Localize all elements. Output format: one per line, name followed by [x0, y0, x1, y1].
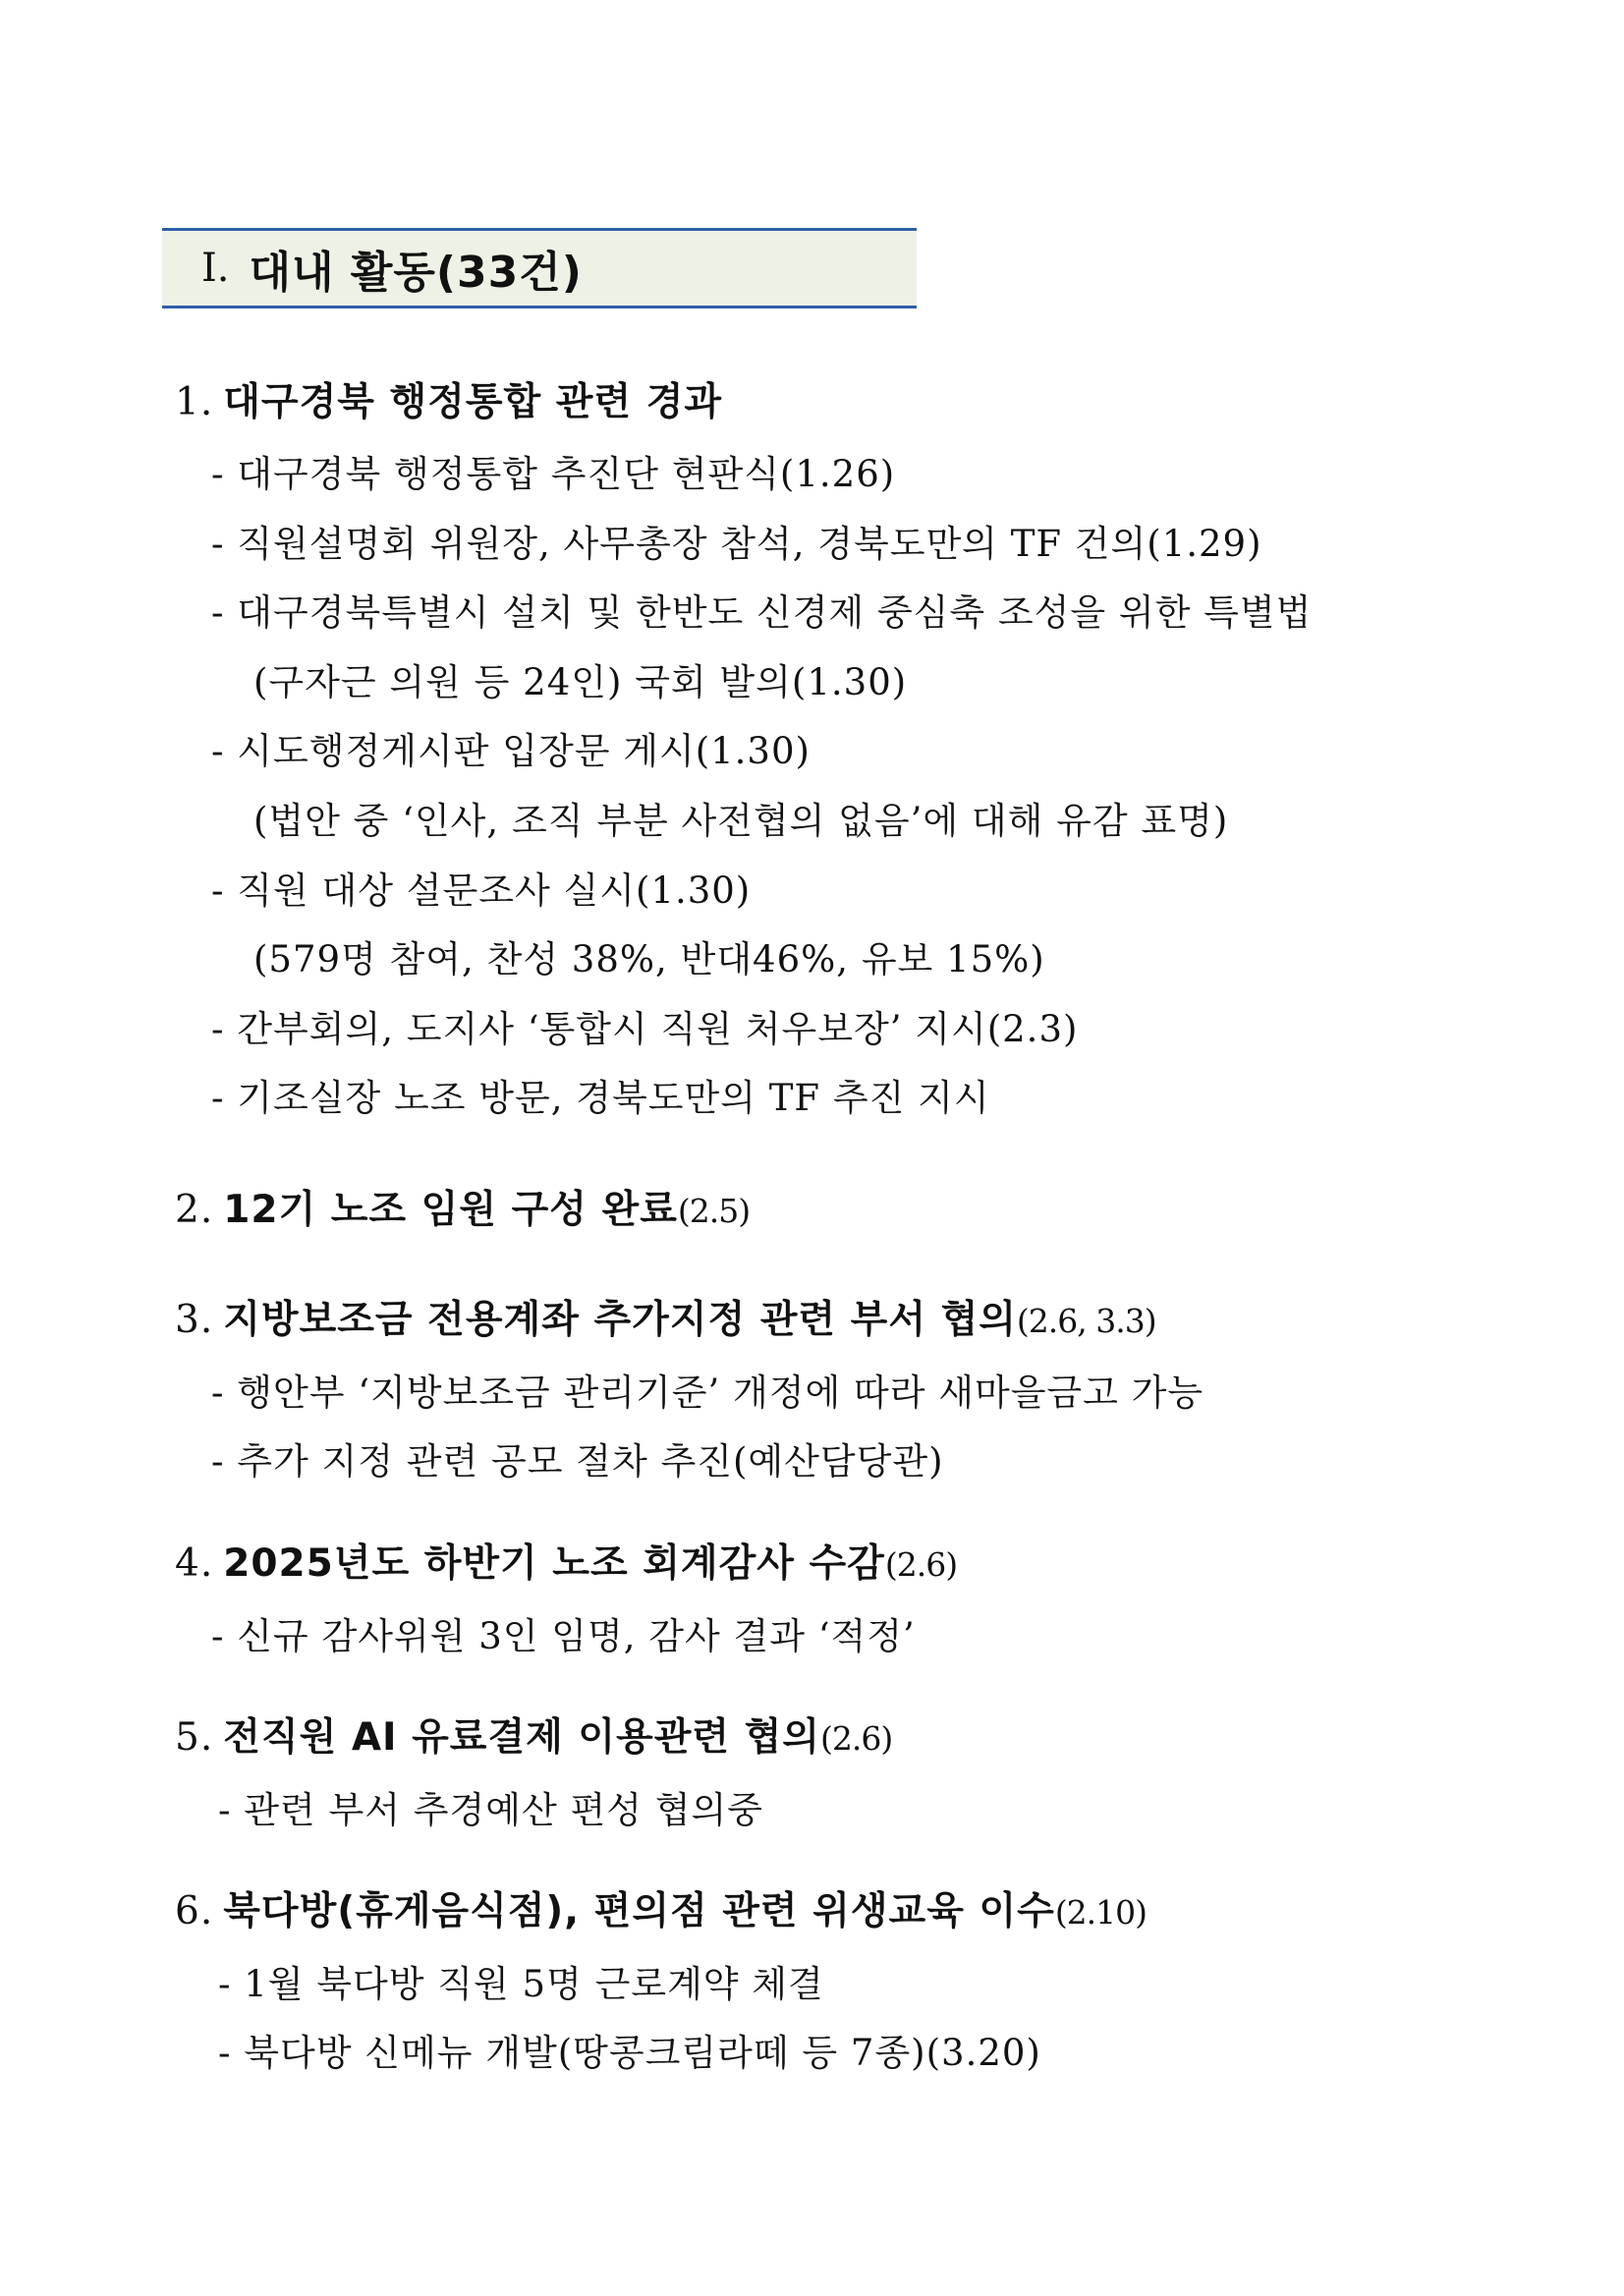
section-heading-text: 북다방(휴게음식점), 편의점 관련 위생교육 이수 — [223, 1889, 1055, 1933]
section-number: 4. — [175, 1541, 214, 1586]
list-item: - 직원설명회 위원장, 사무총장 참석, 경북도만의 TF 건의(1.29) — [211, 523, 1262, 565]
list-item: - 관련 부서 추경예산 편성 협의중 — [218, 1789, 763, 1831]
section-number: 3. — [175, 1298, 214, 1342]
list-item: - 대구경북 행정통합 추진단 현판식(1.26) — [211, 453, 896, 495]
section-number: 2. — [175, 1188, 214, 1232]
section-number: 5. — [175, 1715, 214, 1760]
section-title-box — [162, 228, 917, 308]
section-number: 6. — [175, 1889, 214, 1933]
section-heading-text: 2025년도 하반기 노조 회계감사 수감 — [223, 1541, 885, 1586]
section-date: (2.6) — [884, 1545, 958, 1584]
list-item: - 시도행정게시판 입장문 게시(1.30) — [211, 730, 811, 772]
section-heading-3 — [175, 1289, 1156, 1344]
section-heading-text: 전직원 AI 유료결제 이용관련 협의 — [223, 1715, 820, 1760]
list-item: - 북다방 신메뉴 개발(땅콩크림라떼 등 7종)(3.20) — [218, 2032, 1041, 2074]
list-item: - 신규 감사위원 3인 임명, 감사 결과 ‘적정’ — [211, 1615, 916, 1657]
list-item-continuation: (구자근 의원 등 24인) 국회 발의(1.30) — [253, 661, 908, 703]
section-date: (2.6, 3.3) — [1016, 1302, 1156, 1340]
list-item: - 행안부 ‘지방보조금 관리기준’ 개정에 따라 새마을금고 가능 — [211, 1372, 1204, 1414]
section-number: 1. — [175, 380, 214, 424]
list-item: - 추가 지정 관련 공모 절차 추진(예산담당관) — [211, 1440, 944, 1483]
list-item: - 간부회의, 도지사 ‘통합시 직원 처우보장’ 지시(2.3) — [211, 1008, 1079, 1050]
list-item-continuation: (법안 중 ‘인사, 조직 부분 사전협의 없음’에 대해 유감 표명) — [253, 800, 1229, 842]
section-heading-text: 12기 노조 임원 구성 완료 — [223, 1188, 678, 1232]
list-item: - 1월 북다방 직원 5명 근로계약 체결 — [218, 1963, 824, 2005]
list-item: - 대구경북특별시 설치 및 한반도 신경제 중심축 조성을 위한 특별법 — [211, 591, 1313, 634]
section-date: (2.5) — [677, 1192, 751, 1230]
section-heading-2 — [175, 1179, 750, 1234]
section-heading-1 — [175, 371, 722, 426]
list-item: - 직원 대상 설문조사 실시(1.30) — [211, 869, 752, 912]
section-heading-6 — [175, 1880, 1147, 1935]
section-heading-text: 대구경북 행정통합 관련 경과 — [223, 380, 723, 424]
section-date: (2.6) — [820, 1719, 893, 1758]
list-item-continuation: (579명 참여, 찬성 38%, 반대46%, 유보 15%) — [253, 938, 1045, 980]
section-heading-4 — [175, 1533, 957, 1588]
title-roman-numeral: Ⅰ. — [201, 246, 230, 291]
list-item: - 기조실장 노조 방문, 경북도만의 TF 추진 지시 — [211, 1077, 990, 1119]
section-date: (2.10) — [1054, 1893, 1148, 1932]
page-title: 대내 활동(33건) — [249, 248, 583, 298]
section-heading-5 — [175, 1707, 892, 1762]
section-heading-text: 지방보조금 전용계좌 추가지정 관련 부서 협의 — [223, 1298, 1017, 1342]
